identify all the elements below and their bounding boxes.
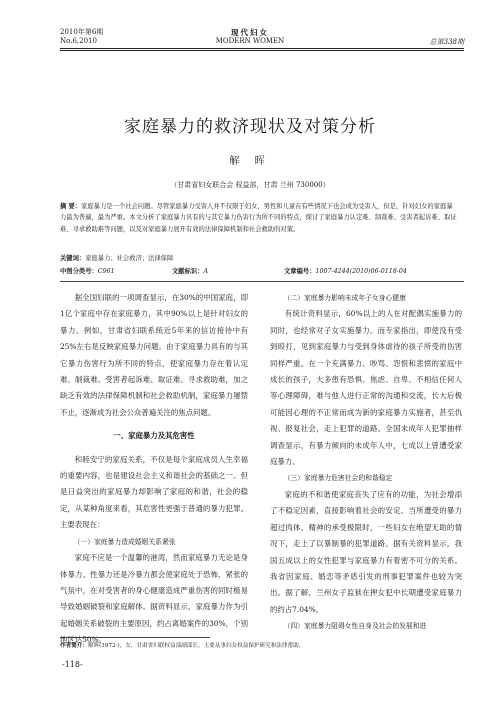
subsection-heading: （一）家庭暴力造成婚姻关系紧张 xyxy=(73,537,176,546)
subsection-heading: （三）家庭暴力危害社会的和谐稳定 xyxy=(283,474,393,483)
header-rule xyxy=(60,48,464,49)
keywords xyxy=(60,253,173,262)
paragraph: 家庭不应是一个温馨的港湾，然而家庭暴力无论是身体暴力、性暴力还是冷暴力都会使家庭处于恐怖、紧张的气氛中，在对受害者的身心健康造成严重伤害的同时极易导致婚姻破裂和家庭解体。据资料显示，家庭暴力作为引起婚姻关系破裂的主要原因，约占离婚案件的30%，个别地区达50%。 xyxy=(60,553,248,645)
footnote-text: 解晖(1972-)，女，甘肃省妇联权益部副部长，主要从事妇女权益保护研究和法律帮助。 xyxy=(87,643,305,649)
article-label: 文章编号： xyxy=(284,268,316,275)
author-affiliation: （甘肃省妇女联合会 权益部，甘肃 兰州 730000） xyxy=(170,181,330,189)
page-number: -118- xyxy=(62,660,83,669)
total-issue: 总第338期 xyxy=(429,38,464,46)
author-footnote xyxy=(60,641,304,649)
footnote-label: 作者简介： xyxy=(60,643,88,649)
running-header-center xyxy=(200,28,300,46)
keywords-text: 家庭暴力；社会救济；法律保障 xyxy=(85,255,174,262)
clc-label: 中图分类号： xyxy=(60,268,98,275)
author-name: 解 晖 xyxy=(229,156,271,167)
header-rule-thin xyxy=(60,50,464,51)
abstract xyxy=(60,201,458,235)
paragraph: 和睦安宁的家庭关系，不仅是每个家庭成员人生幸福的重要内容，也是建设社会主义和谐社会的基础之一。但是日益突出的家庭暴力却影响了家庭的和谐，社会的稳定，从某种角度来看，其危害性更强于普通的暴力犯罪。主要表现在： xyxy=(60,454,248,530)
meta-rule xyxy=(60,281,464,282)
clc-code xyxy=(60,266,115,275)
doc-value: A xyxy=(203,268,209,275)
doc-label: 文献标识： xyxy=(172,268,204,275)
footnote-rule xyxy=(60,637,210,638)
article-title: 家庭暴力的救济现状及对策分析 xyxy=(124,117,376,137)
section-heading: 一、家庭暴力及其危害性 xyxy=(113,431,195,441)
left-column xyxy=(60,290,248,649)
paragraph: 据全国妇联的一项调查显示，在30%的中国家庭，即1亿个家庭中存在家庭暴力，其中90%以上是针对妇女的暴力。例如，甘肃省妇联系统近5年来的信访接待中有25%左右是反映家庭暴力问题。由于家庭暴力具有的与其它暴力伤害行为所不同的特点，使家庭暴力存在着认定难、制裁难、受害者起诉难、取证难、寻求救助难，加之缺乏有效的法律保障机制和社会救助机制，家庭暴力屡禁不止，逐渐成为社会公众普遍关注的焦点问题。 xyxy=(60,293,248,417)
issue-number: No.6,2010 xyxy=(60,37,97,45)
clc-value: C961 xyxy=(97,268,115,275)
right-column xyxy=(270,290,462,635)
keywords-label: 关键词： xyxy=(60,255,86,262)
article-code xyxy=(284,266,407,275)
doc-code xyxy=(172,266,208,275)
journal-name-cn: 现代妇女 xyxy=(231,28,269,37)
journal-name-en: MODERN WOMEN xyxy=(215,37,285,45)
paragraph: 家庭的不和谐使家庭丧失了应有的功能，为社会增添了不稳定因素，直接影响着社会的安定。当所遭受的暴力超过肉体、精神的承受极限时，一些妇女在绝望无助的情况下，走上了以暴制暴的犯罪道路。据有关资料显示，我国五成以上的女性犯罪与家庭暴力有着密不可分的关系。我省因家庭、婚恋等矛盾引发的刑事犯罪案件也较为突出。据了解，兰州女子监狱在押女犯中长期遭受家庭暴力的约占7.04%。 xyxy=(270,489,462,614)
issue-label: 2010年第6期 xyxy=(60,28,104,36)
abstract-text: 家庭暴力是一个社会问题。尽管家庭暴力受害人并不仅限于妇女，男性和儿童在有些情况下也会成为受害人，但是，针对妇女的家庭暴力最为普遍，最为严重。本文分析了家庭暴力具有的与其它暴力伤害行为所不同的特点，探讨了家庭暴力认定难、制裁难、受害者起诉难、取证难、寻求救助难等问题，以及对家庭暴力展开有效的法律保障机制和社会救助的对策。 xyxy=(60,203,457,233)
abstract-label: 摘 要： xyxy=(60,203,82,210)
paragraph: 有统计资料显示，60%以上的人在对配偶实施暴力的同时，也经常对子女实施暴力。而专家指出，即使没有受到殴打，见到家庭暴力与受到身体虐待的孩子所受的伤害同样严重。在一个充满暴力、吵骂、怨恨和悲愤的家庭中成长的孩子，大多患有恐惧、焦虑、自卑、不相信任何人等心理障碍，难与他人进行正常的沟通和交流，长大后极可能因心理的不正常而成为新的家庭暴力实施者，甚至仇视、报复社会，走上犯罪的道路。全国未成年人犯罪抽样调查显示，有暴力倾向的未成年人中，七成以上曾遭受家庭暴力。 xyxy=(270,309,462,467)
subsection-heading: （二）家庭暴力影响未成年子女身心健康 xyxy=(283,294,406,302)
running-header-left xyxy=(60,28,103,46)
subsection-heading: （四）家庭暴力阻碍女性自身及社会的发展和进 xyxy=(283,622,427,631)
article-value: 1007-4244(2010)06-0118-04 xyxy=(315,268,407,275)
